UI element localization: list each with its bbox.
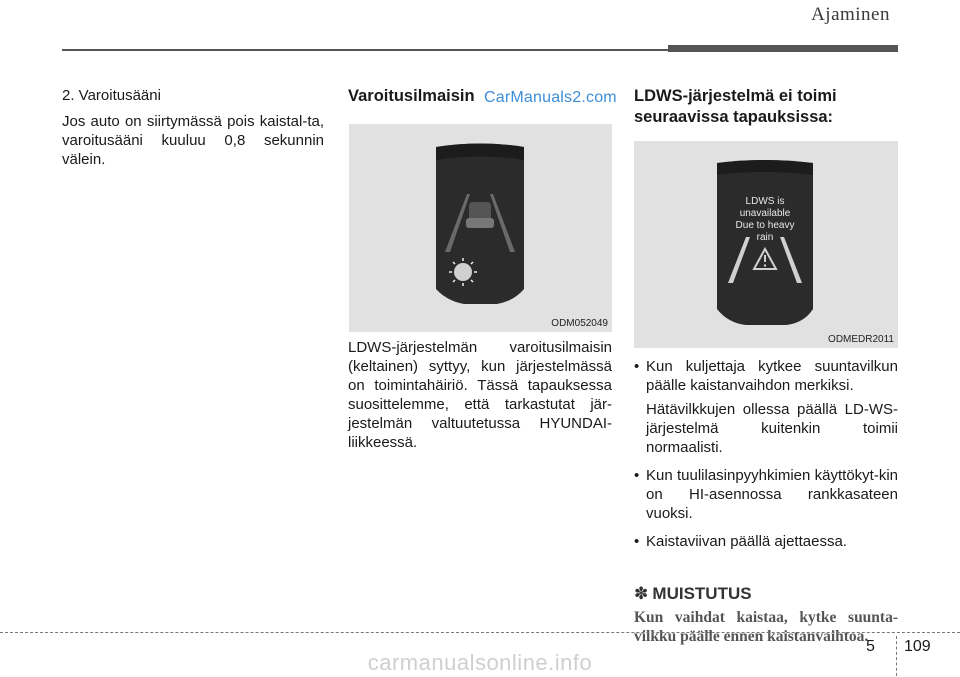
warning-icon [454,263,472,281]
inactive-heading-line1: LDWS-järjestelmä ei toimi [634,87,837,105]
carmanuals-watermark: CarManuals2.com [484,89,617,106]
sound-subheading: 2. Varoitusääni [62,87,161,104]
header-rule [62,49,672,51]
car-icon [469,202,491,220]
note-title: MUISTUTUS [652,584,752,603]
list-item: • Kun kuljettaja kytkee suuntavilkun päälle kaistanvaihdon merkiksi. Hätävilkkujen ollessa päällä LD-WS-järjestelmä kuitenkin toimii normaalisti. [634,357,898,457]
list-item-note: Hätävilkkujen ollessa päällä LD-WS-järjestelmä kuitenkin toimii normaalisti. [646,401,898,456]
list-item: • Kun tuulilasinpyyhkimien käyttökyt-kin on HI-asennossa rankkasateen vuoksi. [634,466,898,523]
figure-code: ODM052049 [551,318,608,329]
header-rule-accent [668,45,898,52]
note-symbol: ✽ [634,584,649,603]
section-title: Ajaminen [811,4,890,25]
footer-rule [0,632,960,633]
warning-light-illustration [349,124,612,332]
indicator-heading: Varoitusilmaisin [348,87,475,105]
lane-display-illustration [634,141,898,348]
inactive-heading-line2: seuraavissa tapauksissa: [634,108,834,126]
list-item: • Kaistaviivan päällä ajettaessa. [634,532,898,551]
sound-paragraph: Jos auto on siirtymässä pois kaistal-ta, varoitusääni kuuluu 0,8 sekunnin välein. [62,113,324,168]
note-text: Kun vaihdat kaistaa, kytke suunta-vilkku päälle ennen kaistanvaihtoa. [634,609,898,645]
conditions-list-block [634,357,898,646]
page-number: 109 [904,638,931,655]
unavailable-figure [634,141,898,348]
chapter-number: 5 [866,638,875,655]
site-watermark: carmanualsonline.info [367,650,593,675]
left-column [62,86,324,169]
indicator-figure [349,124,612,332]
indicator-text-block [348,338,612,452]
display-message: LDWS is unavailable Due to heavy rain [735,196,795,243]
note-heading [634,584,898,604]
figure-code: ODMEDR2011 [828,334,894,345]
indicator-paragraph: LDWS-järjestelmän varoitusilmaisin (keltainen) syttyy, kun järjestelmässä on toimintahäiriö. Tässä tapauksessa suosittelemme, että tarkastutat jär-jestelmän valtuutetussa HYUNDAI-liikkeessä. [348,339,612,451]
right-column-heading [634,86,898,128]
